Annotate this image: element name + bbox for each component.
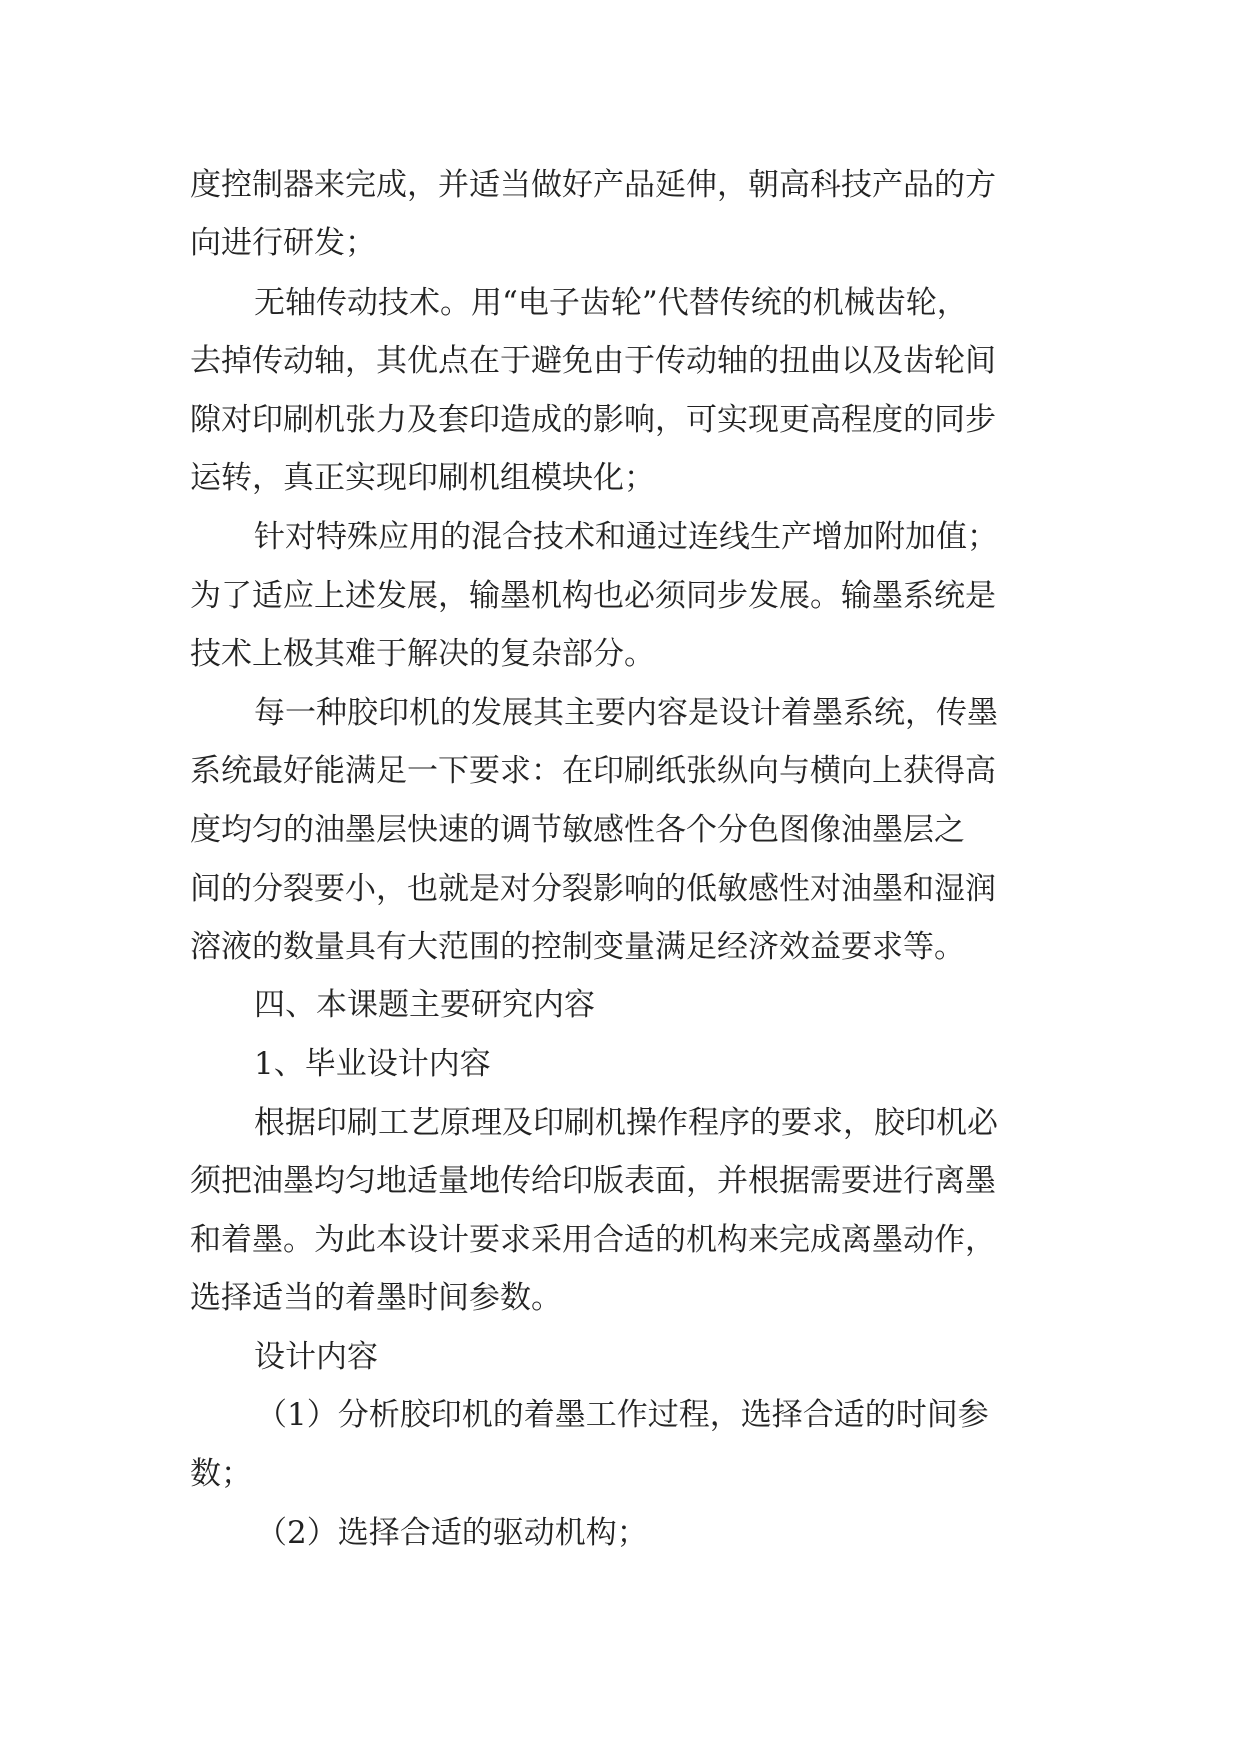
text-line: 运转，真正实现印刷机组模块化； — [190, 460, 655, 496]
text-line: 选择适当的着墨时间参数。 — [190, 1280, 562, 1316]
text-line: 无轴传动技术。用“电子齿轮”代替传统的机械齿轮， — [254, 285, 968, 321]
list-item: （1）分析胶印机的着墨工作过程，选择合适的时间参 — [256, 1397, 989, 1433]
text-line: 技术上极其难于解决的复杂部分。 — [190, 636, 655, 672]
text-line: 根据印刷工艺原理及印刷机操作程序的要求，胶印机必 — [254, 1105, 998, 1141]
text-line: 为了适应上述发展，输墨机构也必须同步发展。输墨系统是 — [190, 578, 996, 614]
list-item: （2）选择合适的驱动机构； — [256, 1515, 648, 1551]
text-line: 向进行研发； — [190, 225, 376, 261]
text-line: 去掉传动轴，其优点在于避免由于传动轴的扭曲以及齿轮间 — [190, 343, 996, 379]
text-line: 针对特殊应用的混合技术和通过连线生产增加附加值； — [254, 519, 998, 555]
subsection-heading: 设计内容 — [254, 1339, 378, 1375]
subsection-heading: 1、毕业设计内容 — [254, 1046, 491, 1082]
text-line: 度均匀的油墨层快速的调节敏感性各个分色图像油墨层之 — [190, 812, 965, 848]
text-line: 系统最好能满足一下要求：在印刷纸张纵向与横向上获得高 — [190, 753, 996, 789]
text-line: 数； — [190, 1456, 252, 1492]
text-line: 度控制器来完成，并适当做好产品延伸，朝高科技产品的方 — [190, 167, 996, 203]
text-line: 和着墨。为此本设计要求采用合适的机构来完成离墨动作， — [190, 1222, 996, 1258]
text-line: 隙对印刷机张力及套印造成的影响，可实现更高程度的同步 — [190, 402, 996, 438]
section-heading: 四、本课题主要研究内容 — [254, 987, 595, 1023]
text-line: 须把油墨均匀地适量地传给印版表面，并根据需要进行离墨 — [190, 1163, 996, 1199]
text-line: 每一种胶印机的发展其主要内容是设计着墨系统，传墨 — [254, 695, 998, 731]
text-line: 间的分裂要小，也就是对分裂影响的低敏感性对油墨和湿润 — [190, 871, 996, 907]
text-line: 溶液的数量具有大范围的控制变量满足经济效益要求等。 — [190, 929, 965, 965]
